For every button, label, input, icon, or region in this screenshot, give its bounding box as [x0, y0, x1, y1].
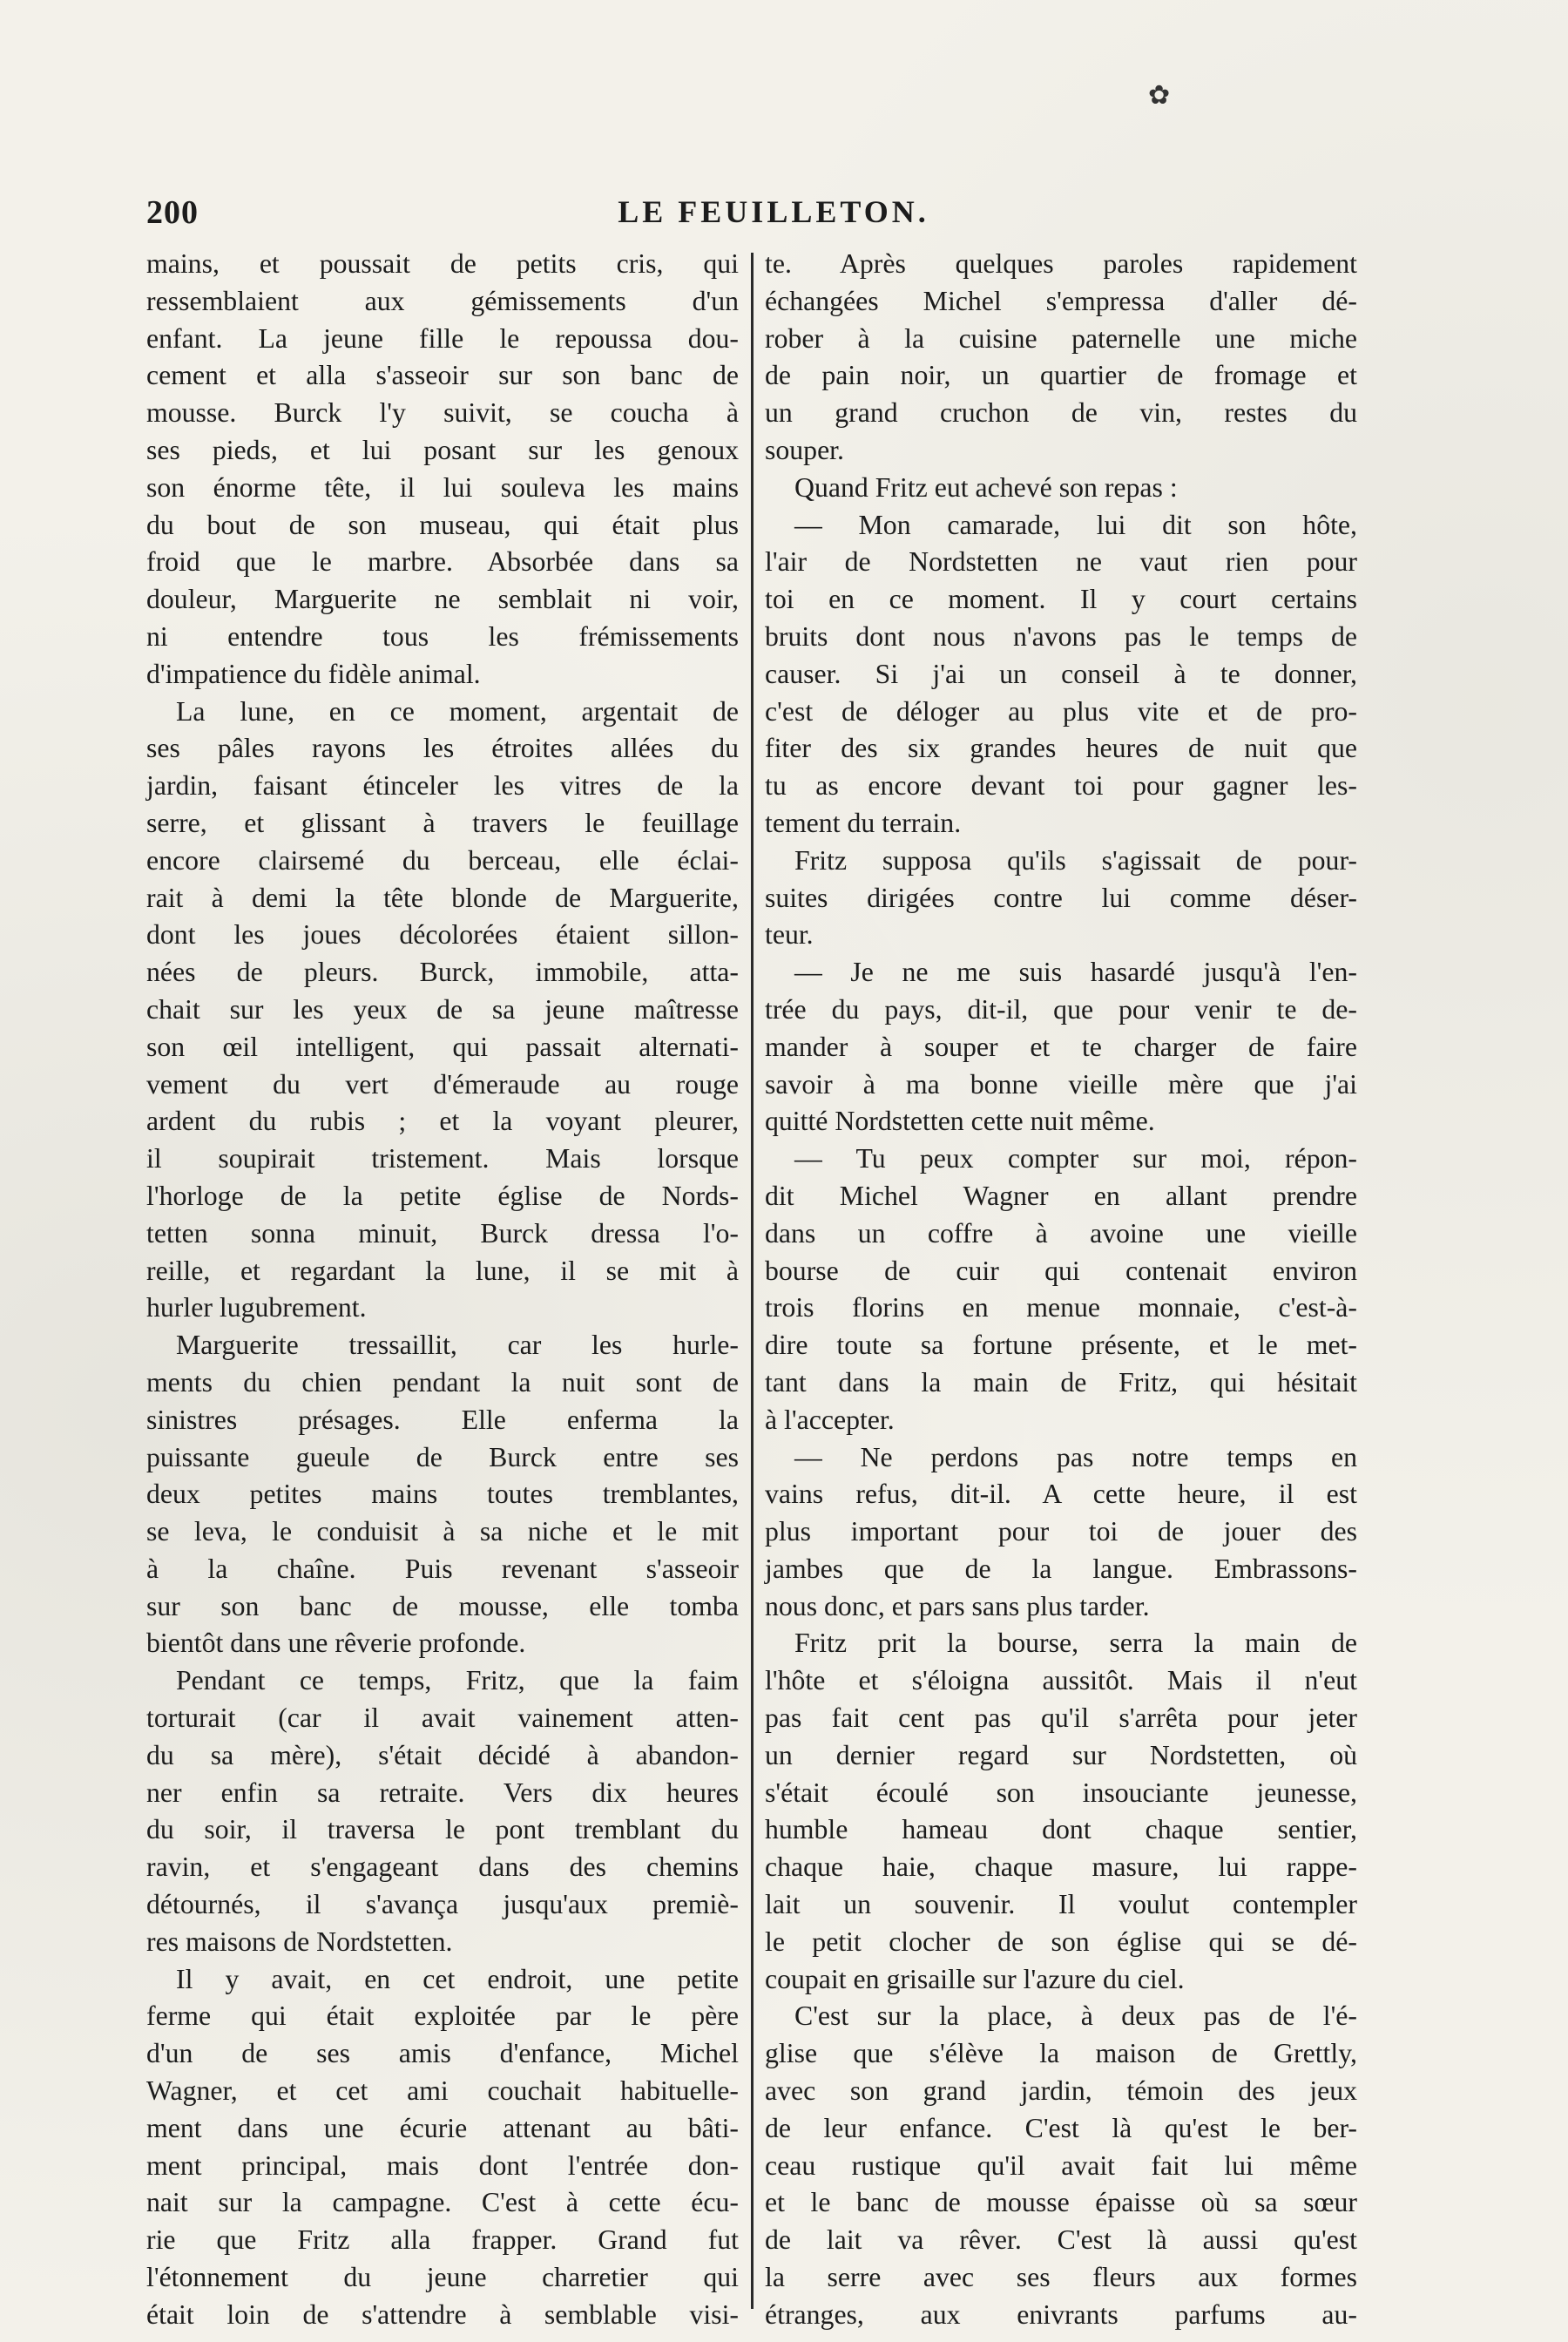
text-line: vains refus, dit-il. A cette heure, il est — [765, 1479, 1357, 1510]
text-line: à la chaîne. Puis revenant s'asseoir — [146, 1553, 739, 1584]
text-line: chaque haie, chaque masure, lui rappe- — [765, 1851, 1357, 1883]
text-line: ner enfin sa retraite. Vers dix heures — [146, 1777, 739, 1808]
text-line: tu as encore devant toi pour gagner les- — [765, 770, 1357, 802]
text-line: — Je ne me suis hasardé jusqu'à l'en- — [794, 957, 1357, 988]
text-line: rait à demi la tête blonde de Marguerite, — [146, 882, 739, 913]
text-line: causer. Si j'ai un conseil à te donner, — [765, 658, 1357, 689]
text-line: et le banc de mousse épaisse où sa sœur — [765, 2187, 1357, 2218]
text-line: c'est de déloger au plus vite et de pro- — [765, 695, 1357, 727]
text-line: quitté Nordstetten cette nuit même. — [765, 1106, 1155, 1137]
text-line: hurler lugubrement. — [146, 1292, 367, 1323]
text-line: douleur, Marguerite ne semblait ni voir, — [146, 584, 739, 615]
text-line: plus important pour toi de jouer des — [765, 1516, 1357, 1547]
text-line: l'hôte et s'éloigna aussitôt. Mais il n'eut — [765, 1665, 1357, 1696]
text-line: était loin de s'attendre à semblable visi- — [146, 2298, 739, 2330]
column-divider — [751, 253, 754, 2309]
text-line: dit Michel Wagner en allant prendre — [765, 1180, 1357, 1211]
text-line: froid que le marbre. Absorbée dans sa — [146, 546, 739, 578]
text-line: ferme qui était exploitée par le père — [146, 2000, 739, 2032]
text-line: rober à la cuisine paternelle une miche — [765, 322, 1357, 354]
ink-smudge-icon: ✿ — [1148, 81, 1171, 110]
text-line: mander à souper et te charger de faire — [765, 1031, 1357, 1062]
text-line: nait sur la campagne. C'est à cette écu- — [146, 2187, 739, 2218]
text-line: Marguerite tressaillit, car les hurle- — [176, 1330, 739, 1361]
text-line: ardent du rubis ; et la voyant pleurer, — [146, 1106, 739, 1137]
text-line: savoir à ma bonne vieille mère que j'ai — [765, 1068, 1357, 1100]
text-line: chait sur les yeux de sa jeune maîtresse — [146, 993, 739, 1025]
text-line: trée du pays, dit-il, que pour venir te de- — [765, 993, 1357, 1025]
text-line: — Mon camarade, lui dit son hôte, — [794, 509, 1357, 540]
text-line: glise que s'élève la maison de Grettly, — [765, 2038, 1357, 2069]
text-line: de pain noir, un quartier de fromage et — [765, 360, 1357, 391]
text-line: teur. — [765, 919, 814, 951]
text-line: vement du vert d'émeraude au rouge — [146, 1068, 739, 1100]
text-line: du bout de son museau, qui était plus — [146, 509, 739, 540]
text-line: mousse. Burck l'y suivit, se coucha à — [146, 397, 739, 429]
text-line: de lait va rêver. C'est là aussi qu'est — [765, 2224, 1357, 2256]
left-column — [146, 246, 739, 2334]
text-line: du soir, il traversa le pont tremblant du — [146, 1814, 739, 1845]
text-line: dans un coffre à avoine une vieille — [765, 1217, 1357, 1249]
text-line: toi en ce moment. Il y court certains — [765, 584, 1357, 615]
text-line: pas fait cent pas qu'il s'arrêta pour jeter — [765, 1702, 1357, 1734]
text-line: échangées Michel s'empressa d'aller dé- — [765, 285, 1357, 316]
text-line: un dernier regard sur Nordstetten, où — [765, 1739, 1357, 1770]
text-line: fiter des six grandes heures de nuit que — [765, 733, 1357, 764]
text-line: ravin, et s'engageant dans des chemins — [146, 1851, 739, 1883]
text-line: coupait en grisaille sur l'azure du ciel. — [765, 1963, 1185, 1994]
text-line: deux petites mains toutes tremblantes, — [146, 1479, 739, 1510]
text-line: de leur enfance. C'est là qu'est le ber- — [765, 2112, 1357, 2143]
text-line: son œil intelligent, qui passait alternati- — [146, 1031, 739, 1062]
text-line: Pendant ce temps, Fritz, que la faim — [176, 1665, 739, 1696]
text-line: ment principal, mais dont l'entrée don- — [146, 2149, 739, 2181]
text-line: lait un souvenir. Il voulut contempler — [765, 1889, 1357, 1920]
text-line: l'horloge de la petite église de Nords- — [146, 1180, 739, 1211]
text-line: d'un de ses amis d'enfance, Michel — [146, 2038, 739, 2069]
text-line: humble hameau dont chaque sentier, — [765, 1814, 1357, 1845]
text-line: d'impatience du fidèle animal. — [146, 658, 481, 689]
text-line: mains, et poussait de petits cris, qui — [146, 248, 739, 279]
text-line: bourse de cuir qui contenait environ — [765, 1255, 1357, 1286]
text-line: sur son banc de mousse, elle tomba — [146, 1590, 739, 1621]
text-line: rie que Fritz alla frapper. Grand fut — [146, 2224, 739, 2256]
text-line: Il y avait, en cet endroit, une petite — [176, 1963, 739, 1994]
text-line: se leva, le conduisit à sa niche et le mit — [146, 1516, 739, 1547]
text-line: Wagner, et cet ami couchait habituelle- — [146, 2075, 739, 2107]
text-line: serre, et glissant à travers le feuillage — [146, 807, 739, 838]
text-line: ses pieds, et lui posant sur les genoux — [146, 434, 739, 465]
text-line: ments du chien pendant la nuit sont de — [146, 1366, 739, 1398]
text-line: cement et alla s'asseoir sur son banc de — [146, 360, 739, 391]
text-line: ni entendre tous les frémissements — [146, 620, 739, 652]
text-line: sinistres présages. Elle enferma la — [146, 1404, 739, 1435]
text-line: trois florins en menue monnaie, c'est-à- — [765, 1292, 1357, 1323]
right-column — [765, 246, 1357, 2334]
text-line: ment dans une écurie attenant au bâti- — [146, 2112, 739, 2143]
text-line: dont les joues décolorées étaient sillon- — [146, 919, 739, 951]
text-line: s'était écoulé son insouciante jeunesse, — [765, 1777, 1357, 1808]
text-line: torturait (car il avait vainement atten- — [146, 1702, 739, 1734]
text-line: son énorme tête, il lui souleva les mains — [146, 471, 739, 503]
text-line: nous donc, et pars sans plus tarder. — [765, 1590, 1150, 1621]
text-line: tement du terrain. — [765, 807, 962, 838]
text-line: étranges, aux enivrants parfums au- — [765, 2298, 1357, 2330]
text-line: suites dirigées contre lui comme déser- — [765, 882, 1357, 913]
text-line: Quand Fritz eut achevé son repas : — [794, 471, 1178, 503]
text-line: du sa mère), s'était décidé à abandon- — [146, 1739, 739, 1770]
text-line: dire toute sa fortune présente, et le met- — [765, 1330, 1357, 1361]
text-line: ses pâles rayons les étroites allées du — [146, 733, 739, 764]
text-line: à l'accepter. — [765, 1404, 895, 1435]
text-line: puissante gueule de Burck entre ses — [146, 1441, 739, 1472]
text-line: l'air de Nordstetten ne vaut rien pour — [765, 546, 1357, 578]
text-line: la serre avec ses fleurs aux formes — [765, 2262, 1357, 2293]
text-line: tetten sonna minuit, Burck dressa l'o- — [146, 1217, 739, 1249]
text-line: ressemblaient aux gémissements d'un — [146, 285, 739, 316]
text-line: C'est sur la place, à deux pas de l'é- — [794, 2000, 1357, 2032]
page-number: 200 — [146, 194, 199, 231]
text-line: Fritz supposa qu'ils s'agissait de pour- — [794, 844, 1357, 876]
text-line: un grand cruchon de vin, restes du — [765, 397, 1357, 429]
running-title: LE FEUILLETON. — [618, 194, 929, 229]
text-line: — Ne perdons pas notre temps en — [794, 1441, 1357, 1472]
text-line: Fritz prit la bourse, serra la main de — [794, 1628, 1357, 1659]
text-line: res maisons de Nordstetten. — [146, 1926, 453, 1957]
text-line: jardin, faisant étinceler les vitres de la — [146, 770, 739, 802]
text-line: bientôt dans une rêverie profonde. — [146, 1628, 526, 1659]
text-line: encore clairsemé du berceau, elle éclai- — [146, 844, 739, 876]
text-line: enfant. La jeune fille le repoussa dou- — [146, 322, 739, 354]
text-line: il soupirait tristement. Mais lorsque — [146, 1143, 739, 1174]
text-line: l'étonnement du jeune charretier qui — [146, 2262, 739, 2293]
running-head — [146, 193, 1401, 237]
text-line: jambes que de la langue. Embrassons- — [765, 1553, 1357, 1584]
text-line: avec son grand jardin, témoin des jeux — [765, 2075, 1357, 2107]
text-line: le petit clocher de son église qui se dé- — [765, 1926, 1357, 1957]
text-line: nées de pleurs. Burck, immobile, atta- — [146, 957, 739, 988]
text-line: souper. — [765, 434, 844, 465]
text-line: bruits dont nous n'avons pas le temps de — [765, 620, 1357, 652]
text-line: ceau rustique qu'il avait fait lui même — [765, 2149, 1357, 2181]
text-line: tant dans la main de Fritz, qui hésitait — [765, 1366, 1357, 1398]
text-line: La lune, en ce moment, argentait de — [176, 695, 739, 727]
text-line: te. Après quelques paroles rapidement — [765, 248, 1357, 279]
text-line: détournés, il s'avança jusqu'aux premiè- — [146, 1889, 739, 1920]
text-line: reille, et regardant la lune, il se mit à — [146, 1255, 739, 1286]
text-line: — Tu peux compter sur moi, répon- — [794, 1143, 1357, 1174]
